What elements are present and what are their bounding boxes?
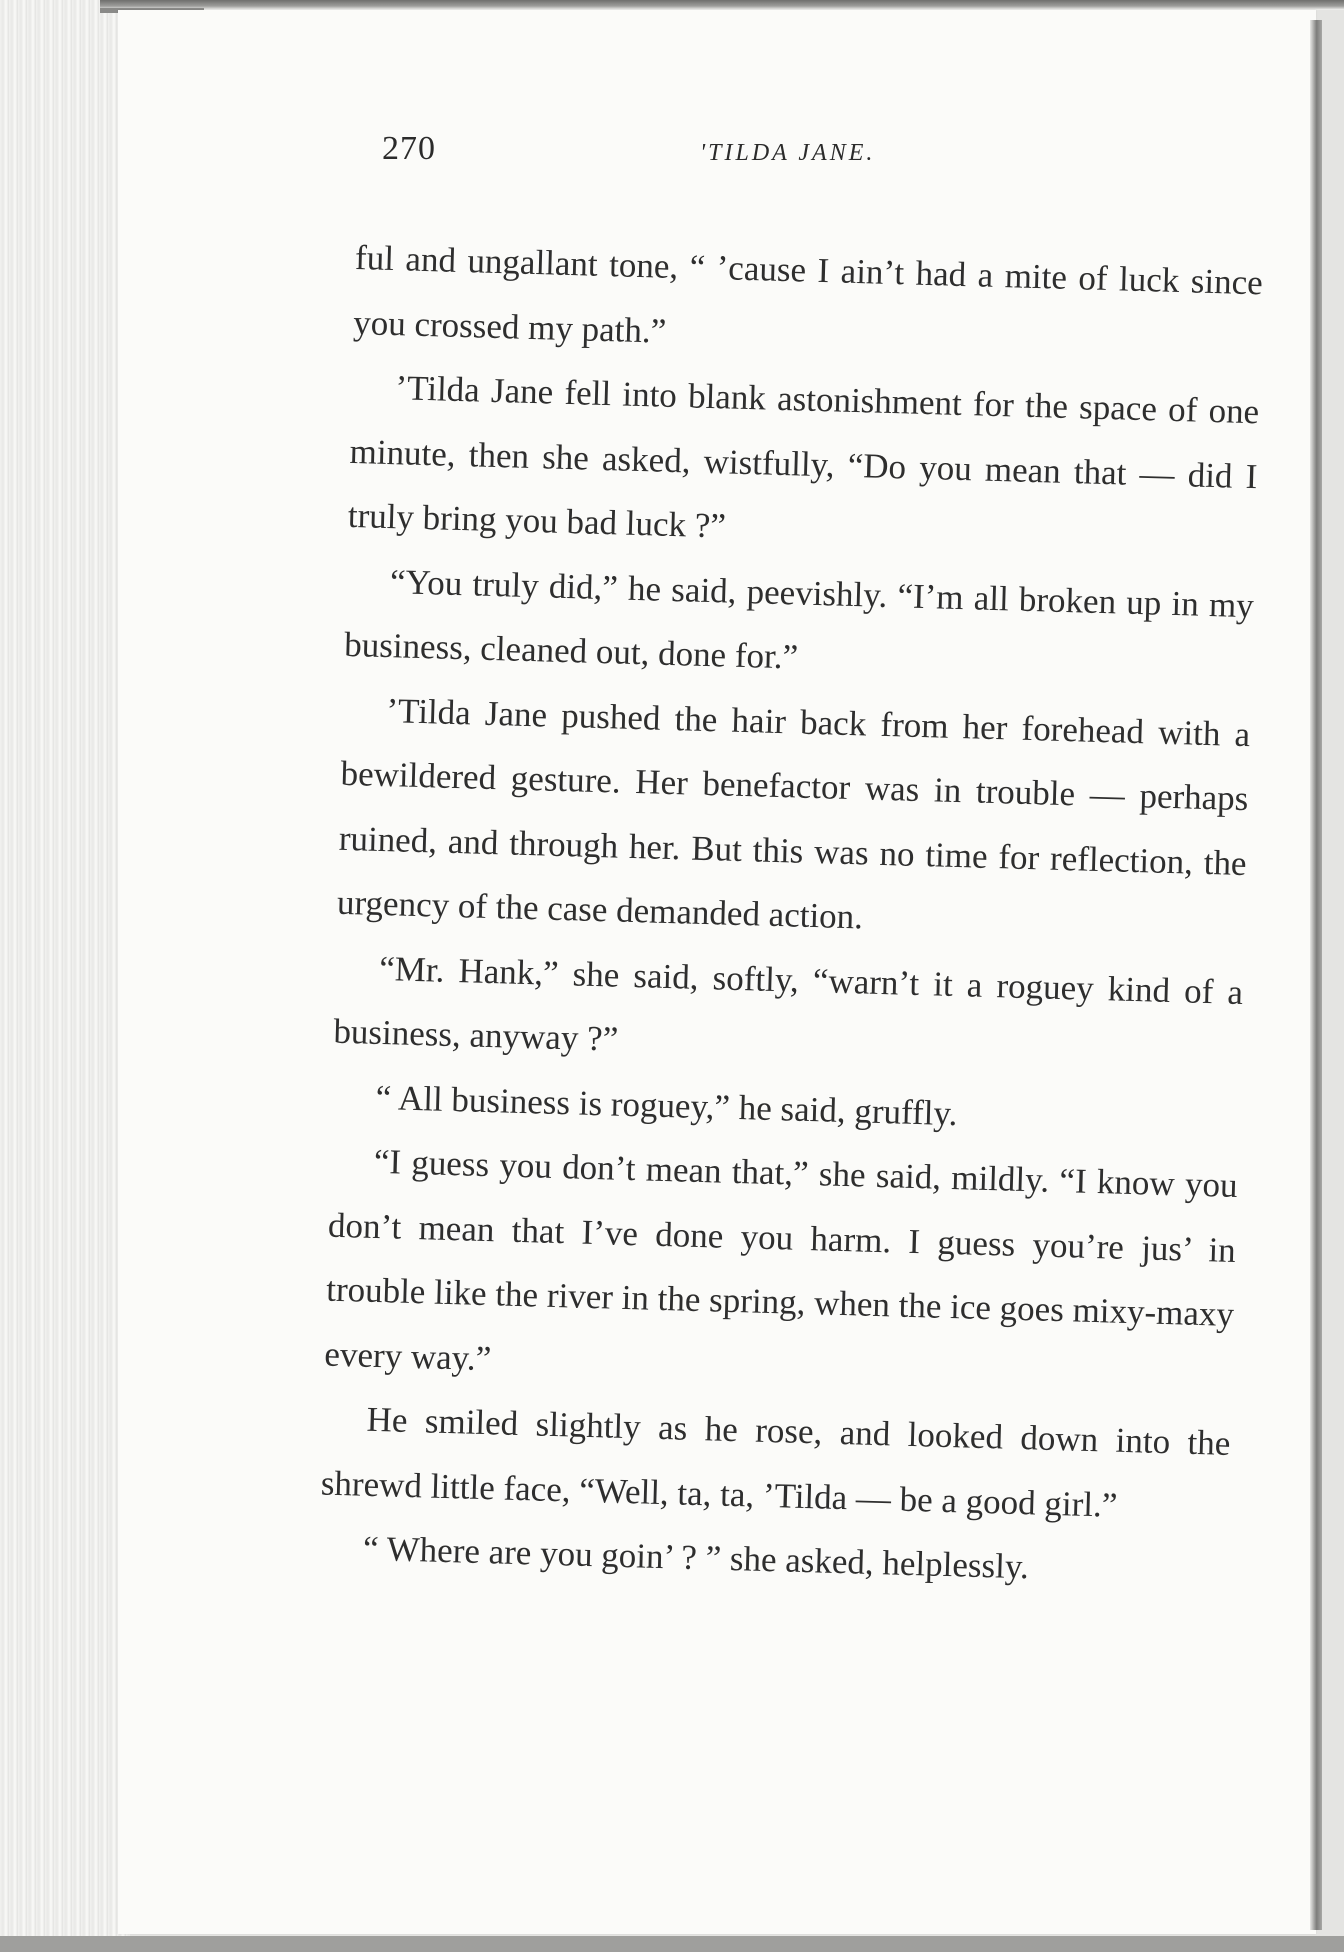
paragraph-5: “Mr. Hank,” she said, softly, “warn’t it a roguey kind of a business, anyway ?” xyxy=(332,948,1244,1059)
paragraph-1: ful and ungallant tone, “ ’cause I ain’t had a mite of luck since you crossed my path.” xyxy=(352,237,1264,351)
paragraph-6: “ All business is roguey,” he said, gruffly. xyxy=(375,1077,958,1133)
paragraph-9: “ Where are you goin’ ? ” she asked, helplessly. xyxy=(362,1528,1030,1587)
body-text xyxy=(318,226,1263,1605)
bottom-edge xyxy=(0,1936,1344,1952)
running-head: 'TILDA JANE. xyxy=(700,140,876,166)
top-shadow xyxy=(100,0,1344,10)
paragraph-2: ’Tilda Jane fell into blank astonishment for the space of one minute, then she asked, wistfully, “Do you mean that — did I truly bring you bad luck ?” xyxy=(347,368,1260,546)
right-page-edge xyxy=(1310,20,1322,1930)
paragraph-7: “I guess you don’t mean that,” she said, mildly. “I know you don’t mean that I’ve done you harm. I guess you’re jus’ in trouble like the river in the spring, when the ice goes mixy-maxy every way.” xyxy=(323,1141,1239,1378)
paragraph-3: “You truly did,” he said, peevishly. “I’m all broken up in my business, cleaned out, done for.” xyxy=(343,561,1255,677)
stacked-page-edges xyxy=(0,0,130,1952)
page-number: 270 xyxy=(382,130,436,167)
page-header xyxy=(370,126,1050,174)
paragraph-4: ’Tilda Jane pushed the hair back from her forehead with a bewildered gesture. Her benefactor was in trouble — perhaps ruined, and through her. But this was no time for reflection, the urgency of the case demanded action. xyxy=(336,690,1251,937)
paragraph-8: He smiled slightly as he rose, and looked down into the shrewd little face, “Well, ta, ta, ’Tilda — be a good girl.” xyxy=(320,1399,1231,1525)
